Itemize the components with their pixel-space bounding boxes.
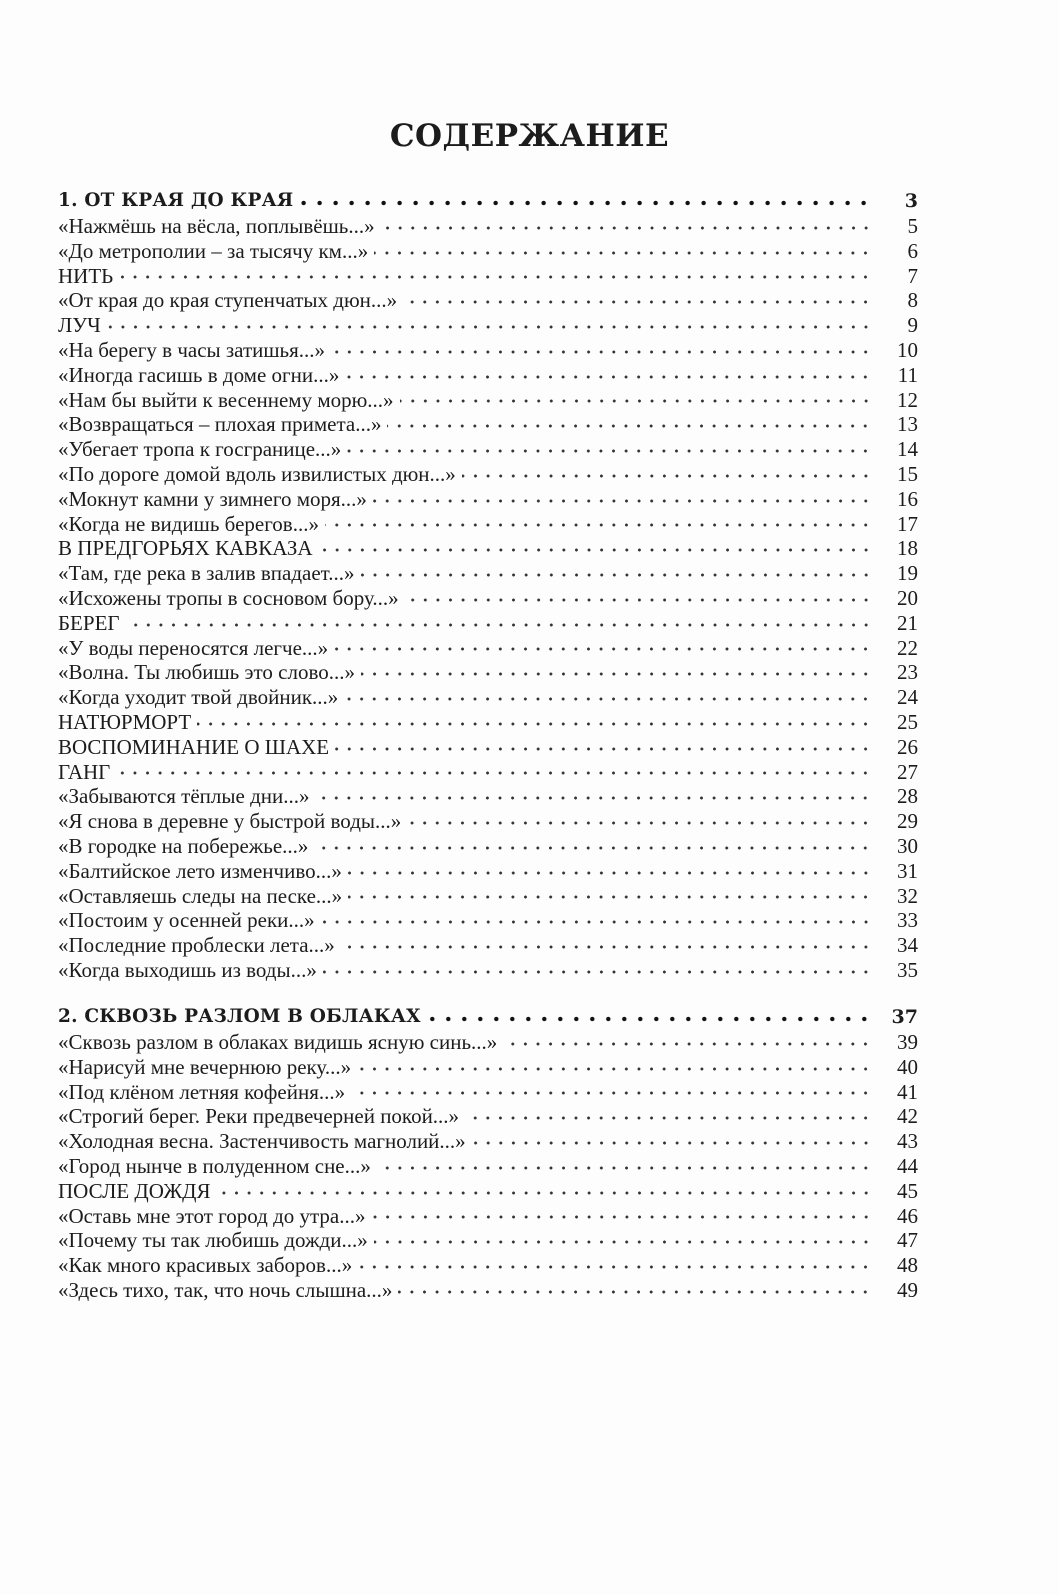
dot-leader xyxy=(348,868,872,878)
page-number: 18 xyxy=(897,536,918,561)
toc-entry xyxy=(58,1154,918,1179)
toc-entry xyxy=(58,1179,918,1204)
dot-leader xyxy=(348,892,872,902)
toc-entry xyxy=(58,710,918,735)
toc-entry xyxy=(58,958,918,983)
page-number: 7 xyxy=(907,263,918,288)
dot-leader xyxy=(323,967,872,977)
toc-entry xyxy=(58,735,918,760)
dot-leader xyxy=(299,198,872,208)
entry-title: «По дороге домой вдоль извилистых дюн...» xyxy=(58,461,456,486)
entry-title: ГАНГ xyxy=(58,759,111,784)
page-number: 42 xyxy=(897,1104,918,1129)
page-number: 43 xyxy=(897,1129,918,1154)
toc-entry xyxy=(58,462,918,487)
dot-leader xyxy=(321,917,872,927)
section-heading xyxy=(58,188,918,214)
dot-leader xyxy=(344,694,872,704)
page-number: 34 xyxy=(897,933,918,958)
page-number: 21 xyxy=(897,610,918,635)
entry-title: «Волна. Ты любишь это слово...» xyxy=(58,660,355,685)
dot-leader xyxy=(387,421,872,431)
page-title: СОДЕРЖАНИЕ xyxy=(389,118,670,154)
page-number: 48 xyxy=(897,1253,918,1278)
entry-title: ЛУЧ xyxy=(58,313,101,338)
page-number: 9 xyxy=(907,313,918,338)
entry-title: В ПРЕДГОРЬЯХ КАВКАЗА xyxy=(58,536,313,561)
dot-leader xyxy=(377,1163,872,1173)
page-number: 8 xyxy=(907,288,918,313)
toc-entry xyxy=(58,363,918,388)
toc-entry xyxy=(58,834,918,859)
toc-entry xyxy=(58,933,918,958)
page-number: 15 xyxy=(897,461,918,486)
dot-leader xyxy=(334,644,872,654)
toc-entry xyxy=(58,388,918,413)
dot-leader xyxy=(325,520,872,530)
page-number: 31 xyxy=(897,858,918,883)
page-number: 40 xyxy=(897,1054,918,1079)
dot-leader xyxy=(345,372,872,382)
toc-entry xyxy=(58,313,918,338)
dot-leader xyxy=(315,793,872,803)
toc-entry xyxy=(58,636,918,661)
dot-leader xyxy=(381,223,872,233)
entry-title: «Нам бы выйти к весеннему морю...» xyxy=(58,387,394,412)
page-number: 27 xyxy=(897,759,918,784)
toc-entry xyxy=(58,1055,918,1080)
dot-leader xyxy=(319,545,872,555)
toc-entry xyxy=(58,660,918,685)
toc-entry xyxy=(58,1129,918,1154)
entry-title: «Возвращаться – плохая примета...» xyxy=(58,412,382,437)
toc-entry xyxy=(58,561,918,586)
entry-title: «Здесь тихо, так, что ночь слышна...» xyxy=(58,1277,393,1302)
toc-entry xyxy=(58,1253,918,1278)
page-number: 17 xyxy=(897,511,918,536)
dot-leader xyxy=(373,496,872,506)
entry-title: «Мокнут камни у зимнего моря...» xyxy=(58,486,367,511)
dot-leader xyxy=(314,843,872,853)
page-number: 32 xyxy=(897,883,918,908)
dot-leader xyxy=(107,322,872,332)
entry-title: «Город нынче в полуденном сне...» xyxy=(58,1153,371,1178)
toc-entry xyxy=(58,1104,918,1129)
dot-leader xyxy=(119,272,872,282)
page-number: 26 xyxy=(897,734,918,759)
toc-entry xyxy=(58,586,918,611)
page-number: 45 xyxy=(897,1178,918,1203)
page-number: 5 xyxy=(907,214,918,238)
page-number: 49 xyxy=(897,1277,918,1302)
page-number: 28 xyxy=(897,784,918,809)
dot-leader xyxy=(405,595,872,605)
dot-leader xyxy=(357,1064,872,1074)
page-number: 39 xyxy=(897,1030,918,1054)
page-number: 24 xyxy=(897,685,918,710)
entry-title: «В городке на побережье...» xyxy=(58,833,309,858)
dot-leader xyxy=(361,570,872,580)
toc-entry xyxy=(58,536,918,561)
toc-entry xyxy=(58,760,918,785)
dot-leader xyxy=(351,1088,872,1098)
entry-title: «Оставь мне этот город до утра...» xyxy=(58,1203,366,1228)
dot-leader xyxy=(427,1014,872,1024)
dot-leader xyxy=(116,768,872,778)
dot-leader xyxy=(407,818,872,828)
entry-title: «Как много красивых заборов...» xyxy=(58,1253,353,1278)
dot-leader xyxy=(398,1287,872,1297)
toc-entry xyxy=(58,784,918,809)
toc-entry xyxy=(58,611,918,636)
toc-entry xyxy=(58,412,918,437)
dot-leader xyxy=(217,1188,872,1198)
toc-entry xyxy=(58,288,918,313)
toc-entry xyxy=(58,908,918,933)
toc-entry xyxy=(58,264,918,289)
toc-section-2 xyxy=(58,1004,918,1303)
dot-leader xyxy=(126,620,872,630)
entry-title: «Исхожены тропы в сосновом бору...» xyxy=(58,585,399,610)
dot-leader xyxy=(465,1113,872,1123)
page-number: 20 xyxy=(897,585,918,610)
entry-title: «До метрополии – за тысячу км...» xyxy=(58,238,369,263)
page-number: 46 xyxy=(897,1203,918,1228)
entry-title: ПОСЛЕ ДОЖДЯ xyxy=(58,1178,211,1203)
entry-title: «Оставляешь следы на песке...» xyxy=(58,883,343,908)
dot-leader xyxy=(403,297,872,307)
toc-entry xyxy=(58,859,918,884)
section-heading xyxy=(58,1004,918,1030)
toc-entry xyxy=(58,809,918,834)
section-title: 2. СКВОЗЬ РАЗЛОМ В ОБЛАКАХ xyxy=(58,1006,421,1027)
page-number: 13 xyxy=(897,412,918,437)
dot-leader xyxy=(361,669,872,679)
toc-entry xyxy=(58,214,918,239)
page-number: 11 xyxy=(897,362,918,387)
section-title: 1. ОТ КРАЯ ДО КРАЯ xyxy=(58,190,294,211)
page-number: 10 xyxy=(897,337,918,362)
dot-leader xyxy=(197,719,872,729)
toc-entry xyxy=(58,239,918,264)
entry-title: «Почему ты так любишь дожди...» xyxy=(58,1228,368,1253)
page-number: 22 xyxy=(897,635,918,660)
toc-entry xyxy=(58,1030,918,1055)
dot-leader xyxy=(503,1039,872,1049)
toc-entry xyxy=(58,437,918,462)
page-number: 14 xyxy=(897,437,918,462)
toc-entry xyxy=(58,512,918,537)
entry-title: «Когда не видишь берегов...» xyxy=(58,511,319,536)
dot-leader xyxy=(335,744,872,754)
page-number: 23 xyxy=(897,660,918,685)
dot-leader xyxy=(462,471,872,481)
page-number: 41 xyxy=(897,1079,918,1104)
entry-title: «Когда выходишь из воды...» xyxy=(58,957,317,982)
entry-title: «Последние проблески лета...» xyxy=(58,933,335,958)
page-number: 19 xyxy=(897,561,918,586)
toc-entry xyxy=(58,1204,918,1229)
page-number: 29 xyxy=(897,809,918,834)
entry-title: «Забываются тёплые дни...» xyxy=(58,784,310,809)
entry-title: «Я снова в деревне у быстрой воды...» xyxy=(58,809,402,834)
entry-title: «Холодная весна. Застенчивость магнолий...» xyxy=(58,1129,466,1154)
toc-entry xyxy=(58,1228,918,1253)
page-number: 16 xyxy=(897,486,918,511)
entry-title: НАТЮРМОРТ xyxy=(58,709,192,734)
dot-leader xyxy=(372,1212,872,1222)
page-number: 44 xyxy=(897,1153,918,1178)
toc-entry xyxy=(58,1278,918,1303)
entry-title: «Под клёном летняя кофейня...» xyxy=(58,1079,346,1104)
entry-title: «Там, где река в залив впадает...» xyxy=(58,561,355,586)
entry-title: ВОСПОМИНАНИЕ О ШАХЕ xyxy=(58,734,330,759)
entry-title: «Сквозь разлом в облаках видишь ясную синь...» xyxy=(58,1030,498,1054)
dot-leader xyxy=(400,396,872,406)
entry-title: НИТЬ xyxy=(58,263,114,288)
entry-title: «Строгий берег. Реки предвечерней покой...» xyxy=(58,1104,460,1129)
page-number: 35 xyxy=(897,957,918,982)
dot-leader xyxy=(358,1262,872,1272)
dot-leader xyxy=(341,942,872,952)
page-number: 3 xyxy=(904,190,918,212)
entry-title: «На берегу в часы затишья...» xyxy=(58,337,326,362)
page-number: 25 xyxy=(897,709,918,734)
toc-entry xyxy=(58,487,918,512)
entry-title: «Когда уходит твой двойник...» xyxy=(58,685,339,710)
page-number: 37 xyxy=(891,1006,918,1028)
toc-section-1 xyxy=(58,188,918,983)
entry-title: «Иногда гасишь в доме огни...» xyxy=(58,362,340,387)
toc-entry xyxy=(58,1080,918,1105)
dot-leader xyxy=(472,1138,872,1148)
dot-leader xyxy=(331,347,872,357)
dot-leader xyxy=(374,1237,872,1247)
entry-title: «Нажмёшь на вёсла, поплывёшь...» xyxy=(58,214,375,238)
dot-leader xyxy=(374,248,872,258)
entry-title: «У воды переносятся легче...» xyxy=(58,635,329,660)
toc-entry xyxy=(58,338,918,363)
page-number: 6 xyxy=(907,238,918,263)
toc-entry xyxy=(58,685,918,710)
entry-title: «Убегает тропа к госгранице...» xyxy=(58,437,342,462)
toc-entry xyxy=(58,884,918,909)
entry-title: «Нарисуй мне вечернюю реку...» xyxy=(58,1054,352,1079)
page-number: 30 xyxy=(897,833,918,858)
page-number: 47 xyxy=(897,1228,918,1253)
entry-title: БЕРЕГ xyxy=(58,610,120,635)
page-number: 12 xyxy=(897,387,918,412)
entry-title: «Балтийское лето изменчиво...» xyxy=(58,858,342,883)
entry-title: «Постоим у осенней реки...» xyxy=(58,908,315,933)
entry-title: «От края до края ступенчатых дюн...» xyxy=(58,288,398,313)
page-number: 33 xyxy=(897,908,918,933)
dot-leader xyxy=(347,446,872,456)
